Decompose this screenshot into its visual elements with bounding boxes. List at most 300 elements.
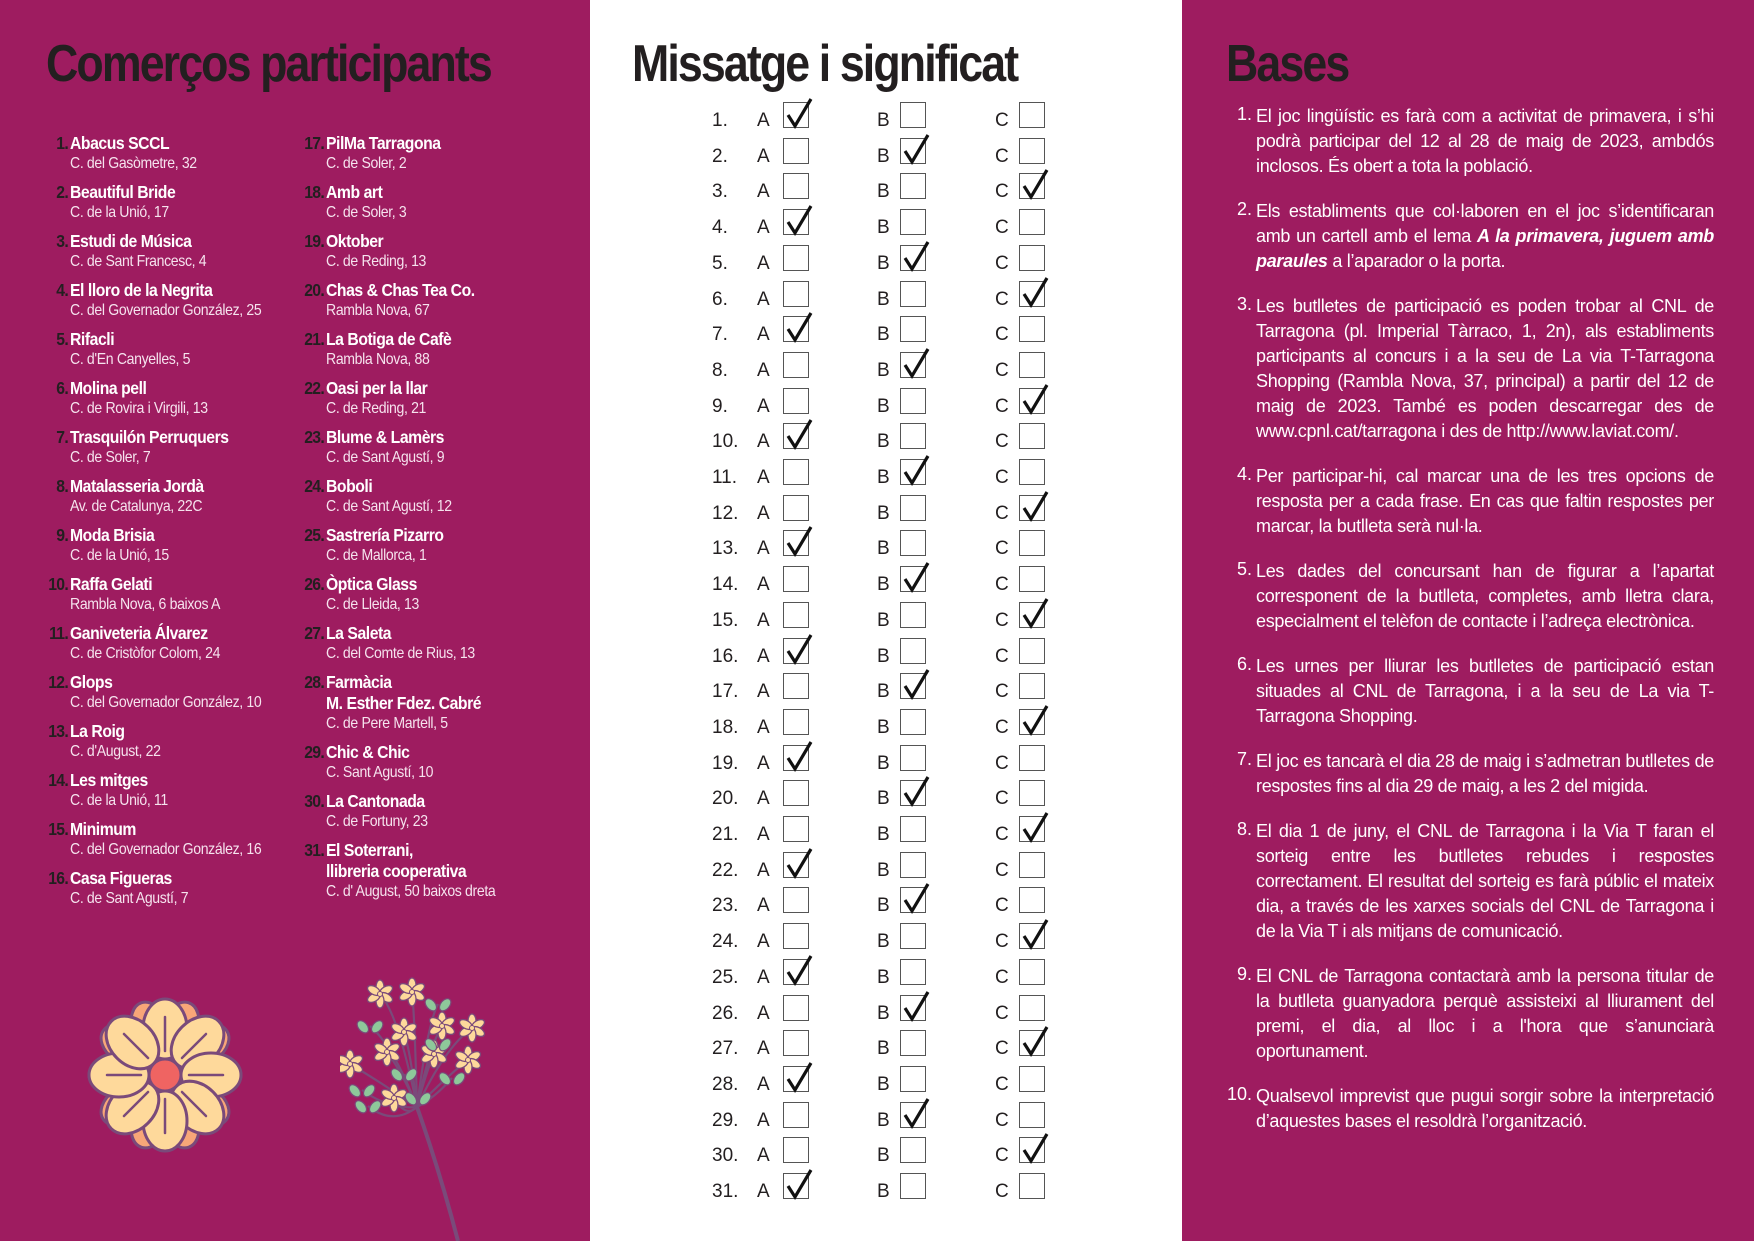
option-label-a: A — [757, 859, 770, 881]
shop-address: C. del Governador González, 16 — [70, 841, 262, 858]
option-checkbox-b[interactable] — [900, 709, 926, 735]
shop-name: Estudi de Música — [70, 231, 192, 251]
option-checkbox-c[interactable] — [1019, 245, 1045, 271]
shop-name: Farmàcia — [326, 672, 392, 692]
option-label-c: C — [995, 1002, 1009, 1024]
checkmark-icon — [901, 884, 931, 914]
option-checkbox-a[interactable] — [783, 1030, 809, 1056]
option-label-a: A — [757, 181, 770, 203]
option-checkbox-b[interactable] — [900, 281, 926, 307]
option-label-a: A — [757, 252, 770, 274]
option-label-c: C — [995, 966, 1009, 988]
option-label-a: A — [757, 145, 770, 167]
option-checkbox-a[interactable] — [783, 173, 809, 199]
option-checkbox-a[interactable] — [783, 1066, 809, 1092]
shop-name: Molina pell — [70, 378, 147, 398]
shop-address: C. de Reding, 13 — [326, 253, 427, 270]
option-label-a: A — [757, 1038, 770, 1060]
shop-name: Matalasseria Jordà — [70, 476, 204, 496]
shop-address: C. de Soler, 2 — [326, 155, 407, 172]
option-label-b: B — [877, 609, 890, 631]
question-row — [590, 673, 1182, 703]
option-label-b: B — [877, 145, 890, 167]
shop-name: Rifacli — [70, 329, 115, 349]
rule-item — [1228, 199, 1714, 274]
shop-number: 7. — [56, 427, 68, 447]
option-label-a: A — [757, 288, 770, 310]
shop-name: Chic & Chic — [326, 742, 410, 762]
shop-list-item — [46, 574, 287, 614]
option-label-c: C — [995, 609, 1009, 631]
option-checkbox-b[interactable] — [900, 566, 926, 592]
option-checkbox-b[interactable] — [900, 923, 926, 949]
option-label-a: A — [757, 895, 770, 917]
shop-address: C. de Sant Agustí, 9 — [326, 449, 445, 466]
question-number: 28. — [712, 1073, 739, 1095]
rule-item — [1228, 749, 1714, 799]
option-checkbox-a[interactable] — [783, 352, 809, 378]
shop-list-item — [46, 721, 287, 761]
option-label-c: C — [995, 1109, 1009, 1131]
option-label-b: B — [877, 1109, 890, 1131]
option-checkbox-a[interactable] — [783, 959, 809, 985]
option-checkbox-c[interactable] — [1019, 602, 1045, 628]
option-checkbox-b[interactable] — [900, 1137, 926, 1163]
option-label-c: C — [995, 288, 1009, 310]
option-checkbox-b[interactable] — [900, 352, 926, 378]
option-label-b: B — [877, 110, 890, 131]
shop-list-item — [46, 525, 287, 565]
option-checkbox-b[interactable] — [900, 638, 926, 664]
question-number: 23. — [712, 895, 739, 917]
option-checkbox-c[interactable] — [1019, 1030, 1045, 1056]
option-checkbox-b[interactable] — [900, 459, 926, 485]
question-row — [590, 138, 1182, 168]
option-label-c: C — [995, 217, 1009, 239]
shop-name: Oasi per la llar — [326, 378, 428, 398]
shop-address: C. de Mallorca, 1 — [326, 547, 427, 564]
shop-number: 27. — [304, 623, 324, 643]
shop-address: C. de Rovira i Virgili, 13 — [70, 400, 208, 417]
option-label-a: A — [757, 359, 770, 381]
option-checkbox-b[interactable] — [900, 245, 926, 271]
question-row — [590, 780, 1182, 810]
option-label-b: B — [877, 931, 890, 953]
option-checkbox-a[interactable] — [783, 1137, 809, 1163]
option-checkbox-a[interactable] — [783, 780, 809, 806]
checkmark-icon — [1020, 1027, 1050, 1057]
rule-item — [1228, 559, 1714, 634]
shop-address: C. de Fortuny, 23 — [326, 813, 428, 830]
participating-shops-panel — [0, 0, 590, 1241]
shop-list-item — [302, 742, 518, 782]
option-checkbox-c[interactable] — [1019, 138, 1045, 164]
option-checkbox-b[interactable] — [900, 852, 926, 878]
option-checkbox-c[interactable] — [1019, 780, 1045, 806]
option-label-b: B — [877, 895, 890, 917]
option-checkbox-b[interactable] — [900, 995, 926, 1021]
option-checkbox-b[interactable] — [900, 602, 926, 628]
shops-title: Comerços participants — [46, 35, 491, 93]
question-number: 3. — [712, 181, 728, 203]
shop-number: 22. — [304, 378, 324, 398]
option-checkbox-c[interactable] — [1019, 281, 1045, 307]
option-checkbox-a[interactable] — [783, 566, 809, 592]
rules-title: Bases — [1226, 35, 1349, 93]
option-checkbox-a[interactable] — [783, 852, 809, 878]
question-number: 21. — [712, 824, 739, 845]
question-number: 6. — [712, 288, 728, 310]
question-row — [590, 959, 1182, 989]
option-label-c: C — [995, 859, 1009, 881]
question-number: 8. — [712, 359, 728, 381]
checkmark-icon — [784, 956, 814, 986]
shop-name-line2: M. Esther Fdez. Cabré — [326, 693, 482, 713]
option-checkbox-a[interactable] — [783, 638, 809, 664]
shop-address: C. de la Unió, 11 — [70, 792, 168, 809]
option-label-a: A — [757, 1145, 770, 1167]
shop-number: 2. — [56, 182, 68, 202]
option-checkbox-a[interactable] — [783, 102, 809, 128]
question-row — [590, 316, 1182, 346]
option-checkbox-a[interactable] — [783, 995, 809, 1021]
umbel-flower-icon — [340, 972, 540, 1241]
shop-list-item — [302, 280, 518, 320]
checkmark-icon — [901, 670, 931, 700]
option-checkbox-a[interactable] — [783, 459, 809, 485]
option-checkbox-b[interactable] — [900, 673, 926, 699]
option-checkbox-a[interactable] — [783, 245, 809, 271]
option-checkbox-c[interactable] — [1019, 316, 1045, 342]
shop-address: C. de Pere Martell, 5 — [326, 715, 448, 732]
option-checkbox-c[interactable] — [1019, 1137, 1045, 1163]
question-number: 20. — [712, 788, 739, 810]
shops-column-2 — [302, 133, 518, 910]
rule-number: 5. — [1236, 559, 1252, 579]
option-checkbox-c[interactable] — [1019, 1102, 1045, 1128]
checkmark-icon — [1020, 278, 1050, 308]
checkmark-icon — [901, 777, 931, 807]
question-number: 7. — [712, 324, 728, 346]
option-label-b: B — [877, 1073, 890, 1095]
option-checkbox-c[interactable] — [1019, 709, 1045, 735]
option-checkbox-b[interactable] — [900, 1030, 926, 1056]
option-label-c: C — [995, 1181, 1009, 1202]
shop-list-item — [46, 280, 287, 320]
shop-name: Minimum — [70, 819, 136, 839]
option-checkbox-c[interactable] — [1019, 173, 1045, 199]
option-label-a: A — [757, 431, 770, 453]
shop-name: Trasquilón Perruquers — [70, 427, 229, 447]
option-label-c: C — [995, 895, 1009, 917]
shop-list-item — [46, 819, 287, 859]
checkmark-icon — [784, 1063, 814, 1093]
shop-address: Av. de Catalunya, 22C — [70, 498, 203, 515]
option-checkbox-c[interactable] — [1019, 995, 1045, 1021]
question-row — [590, 388, 1182, 418]
option-checkbox-a[interactable] — [783, 495, 809, 521]
shop-number: 9. — [56, 525, 68, 545]
option-checkbox-b[interactable] — [900, 209, 926, 235]
option-label-b: B — [877, 824, 890, 845]
shop-name: Chas & Chas Tea Co. — [326, 280, 475, 300]
shop-name: La Botiga de Cafè — [326, 329, 452, 349]
option-label-c: C — [995, 824, 1009, 845]
shop-number: 25. — [304, 525, 324, 545]
option-checkbox-a[interactable] — [783, 281, 809, 307]
option-label-b: B — [877, 181, 890, 203]
shop-name: Raffa Gelati — [70, 574, 153, 594]
option-checkbox-a[interactable] — [783, 673, 809, 699]
shop-name: Ganiveteria Álvarez — [70, 623, 208, 643]
option-checkbox-b[interactable] — [900, 1173, 926, 1199]
option-checkbox-c[interactable] — [1019, 887, 1045, 913]
question-row — [590, 1102, 1182, 1132]
option-checkbox-b[interactable] — [900, 495, 926, 521]
rules-list — [1228, 104, 1714, 1154]
option-label-b: B — [877, 502, 890, 524]
option-checkbox-b[interactable] — [900, 887, 926, 913]
option-checkbox-c[interactable] — [1019, 459, 1045, 485]
shop-list-item — [302, 476, 518, 516]
option-label-c: C — [995, 788, 1009, 810]
option-checkbox-a[interactable] — [783, 923, 809, 949]
shop-list-item — [46, 133, 287, 173]
shop-address: C. de Sant Agustí, 12 — [326, 498, 452, 515]
option-checkbox-a[interactable] — [783, 745, 809, 771]
option-checkbox-b[interactable] — [900, 780, 926, 806]
shop-address: C. d'August, 22 — [70, 743, 161, 760]
rule-item — [1228, 964, 1714, 1064]
shop-address: C. d' August, 50 baixos dreta — [326, 883, 496, 900]
option-label-b: B — [877, 1181, 890, 1202]
rule-item — [1228, 1084, 1714, 1134]
option-checkbox-a[interactable] — [783, 709, 809, 735]
option-checkbox-a[interactable] — [783, 1173, 809, 1199]
shop-list-item — [302, 231, 518, 271]
question-row — [590, 173, 1182, 203]
option-checkbox-a[interactable] — [783, 602, 809, 628]
option-label-a: A — [757, 1109, 770, 1131]
shop-number: 4. — [56, 280, 68, 300]
option-label-a: A — [757, 110, 770, 131]
option-label-b: B — [877, 859, 890, 881]
option-checkbox-c[interactable] — [1019, 673, 1045, 699]
question-number: 12. — [712, 502, 739, 524]
shop-name: Casa Figueras — [70, 868, 172, 888]
option-label-b: B — [877, 1145, 890, 1167]
rule-text: Les butlletes de participació es poden trobar al CNL de Tarragona (pl. Imperial Tàrraco, 1, 2n), als establiments participants al concurs i a la seu de La via T-Tarragona Shopping (Rambla Nova, 37, principal) a partir del 12 de maig de 2023. També es poden descarregar des de www.cpnl.cat/tarragona i des de http://www.laviat.com/. — [1256, 296, 1714, 441]
question-number: 24. — [712, 931, 739, 953]
shop-name: Abacus SCCL — [70, 133, 170, 153]
option-label-a: A — [757, 502, 770, 524]
option-checkbox-c[interactable] — [1019, 423, 1045, 449]
option-checkbox-b[interactable] — [900, 173, 926, 199]
option-checkbox-a[interactable] — [783, 209, 809, 235]
question-row — [590, 995, 1182, 1025]
question-number: 4. — [712, 217, 728, 239]
option-checkbox-a[interactable] — [783, 388, 809, 414]
option-checkbox-b[interactable] — [900, 1102, 926, 1128]
option-checkbox-a[interactable] — [783, 423, 809, 449]
shop-name: Boboli — [326, 476, 373, 496]
shop-list-item — [46, 672, 287, 712]
option-label-c: C — [995, 1145, 1009, 1167]
shop-number: 23. — [304, 427, 324, 447]
option-checkbox-a[interactable] — [783, 530, 809, 556]
shop-number: 13. — [48, 721, 68, 741]
question-number: 17. — [712, 681, 739, 703]
option-checkbox-b[interactable] — [900, 138, 926, 164]
option-label-b: B — [877, 431, 890, 453]
checkmark-icon — [901, 456, 931, 486]
option-label-b: B — [877, 966, 890, 988]
question-number: 26. — [712, 1002, 739, 1024]
question-row — [590, 566, 1182, 596]
shop-number: 6. — [56, 378, 68, 398]
option-checkbox-a[interactable] — [783, 316, 809, 342]
shop-list-item — [302, 672, 518, 733]
option-checkbox-c[interactable] — [1019, 852, 1045, 878]
shop-address: Rambla Nova, 6 baixos A — [70, 596, 220, 613]
shop-list-item — [302, 574, 518, 614]
option-checkbox-a[interactable] — [783, 816, 809, 842]
question-row — [590, 459, 1182, 489]
option-checkbox-b[interactable] — [900, 530, 926, 556]
question-row — [590, 745, 1182, 775]
rule-item — [1228, 294, 1714, 444]
option-label-b: B — [877, 1002, 890, 1024]
shop-number: 14. — [48, 770, 68, 790]
option-label-a: A — [757, 395, 770, 417]
option-label-b: B — [877, 324, 890, 346]
option-checkbox-c[interactable] — [1019, 923, 1045, 949]
option-label-a: A — [757, 217, 770, 239]
option-checkbox-a[interactable] — [783, 1102, 809, 1128]
question-row — [590, 1137, 1182, 1167]
option-label-b: B — [877, 538, 890, 560]
shop-address: C. del Governador González, 25 — [70, 302, 262, 319]
question-row — [590, 352, 1182, 382]
question-row — [590, 102, 1182, 132]
checkmark-icon — [784, 206, 814, 236]
shop-number: 10. — [48, 574, 68, 594]
option-checkbox-c[interactable] — [1019, 1066, 1045, 1092]
shop-name: La Saleta — [326, 623, 392, 643]
question-row — [590, 530, 1182, 560]
option-checkbox-c[interactable] — [1019, 566, 1045, 592]
option-label-c: C — [995, 681, 1009, 703]
option-checkbox-c[interactable] — [1019, 388, 1045, 414]
shop-name: Beautiful Bride — [70, 182, 176, 202]
checkmark-icon — [901, 992, 931, 1022]
shop-address: C. de Sant Francesc, 4 — [70, 253, 207, 270]
checkmark-icon — [1020, 813, 1050, 843]
option-checkbox-c[interactable] — [1019, 352, 1045, 378]
question-number: 22. — [712, 859, 739, 881]
question-number: 29. — [712, 1109, 739, 1131]
option-label-c: C — [995, 502, 1009, 524]
option-label-c: C — [995, 1073, 1009, 1095]
question-number: 5. — [712, 252, 728, 274]
answer-sheet-panel — [590, 0, 1182, 1241]
shop-number: 29. — [304, 742, 324, 762]
question-row — [590, 816, 1182, 846]
rule-text: Les dades del concursant han de figurar a l’apartat corresponent de la butlleta, completes, amb lletra clara, especialment el telèfon de contacte i l’adreça electrònica. — [1256, 561, 1714, 631]
question-number: 19. — [712, 752, 739, 774]
option-checkbox-a[interactable] — [783, 138, 809, 164]
option-checkbox-b[interactable] — [900, 816, 926, 842]
shop-address: C. del Gasòmetre, 32 — [70, 155, 197, 172]
option-label-a: A — [757, 1073, 770, 1095]
rule-number: 3. — [1236, 294, 1252, 314]
option-checkbox-c[interactable] — [1019, 745, 1045, 771]
option-checkbox-b[interactable] — [900, 745, 926, 771]
option-checkbox-c[interactable] — [1019, 209, 1045, 235]
option-checkbox-a[interactable] — [783, 887, 809, 913]
checkmark-icon — [901, 135, 931, 165]
shop-list-item — [46, 231, 287, 271]
option-label-b: B — [877, 288, 890, 310]
shop-address: C. de Cristòfor Colom, 24 — [70, 645, 221, 662]
option-label-a: A — [757, 681, 770, 703]
shop-list-item — [302, 623, 518, 663]
option-checkbox-c[interactable] — [1019, 816, 1045, 842]
option-checkbox-c[interactable] — [1019, 638, 1045, 664]
rule-item — [1228, 464, 1714, 539]
shop-list-item — [46, 378, 287, 418]
shop-name: Oktober — [326, 231, 384, 251]
option-label-b: B — [877, 252, 890, 274]
option-checkbox-b[interactable] — [900, 959, 926, 985]
option-checkbox-c[interactable] — [1019, 530, 1045, 556]
question-row — [590, 852, 1182, 882]
option-checkbox-c[interactable] — [1019, 959, 1045, 985]
shop-number: 18. — [304, 182, 324, 202]
option-label-c: C — [995, 431, 1009, 453]
option-checkbox-b[interactable] — [900, 1066, 926, 1092]
option-label-c: C — [995, 645, 1009, 667]
option-checkbox-c[interactable] — [1019, 1173, 1045, 1199]
shop-list-item — [46, 427, 287, 467]
option-label-c: C — [995, 574, 1009, 596]
option-checkbox-b[interactable] — [900, 102, 926, 128]
question-row — [590, 423, 1182, 453]
checkmark-icon — [1020, 920, 1050, 950]
option-checkbox-c[interactable] — [1019, 102, 1045, 128]
option-label-a: A — [757, 966, 770, 988]
rule-number: 6. — [1236, 654, 1252, 674]
shop-name: Les mitges — [70, 770, 148, 790]
question-number: 9. — [712, 395, 728, 417]
question-number: 11. — [712, 467, 738, 488]
rule-text: Qualsevol imprevist que pugui sorgir sobre la interpretació d’aquestes bases el resoldrà l’organització. — [1256, 1086, 1714, 1131]
option-checkbox-b[interactable] — [900, 388, 926, 414]
option-checkbox-b[interactable] — [900, 316, 926, 342]
checkmark-icon — [901, 563, 931, 593]
shop-number: 26. — [304, 574, 324, 594]
shop-name: Òptica Glass — [326, 574, 417, 594]
option-checkbox-c[interactable] — [1019, 495, 1045, 521]
question-number: 13. — [712, 538, 739, 560]
option-label-c: C — [995, 145, 1009, 167]
shop-address: C. de Sant Agustí, 7 — [70, 890, 189, 907]
option-checkbox-b[interactable] — [900, 423, 926, 449]
question-row — [590, 495, 1182, 525]
shop-address: Rambla Nova, 67 — [326, 302, 430, 319]
option-label-b: B — [877, 1038, 890, 1060]
rule-text: El joc lingüístic es farà com a activitat de primavera, i s’hi podrà participar del 12 al 28 de maig de 2023, ambdós inclosos. És obert a tota la població. — [1256, 106, 1714, 176]
